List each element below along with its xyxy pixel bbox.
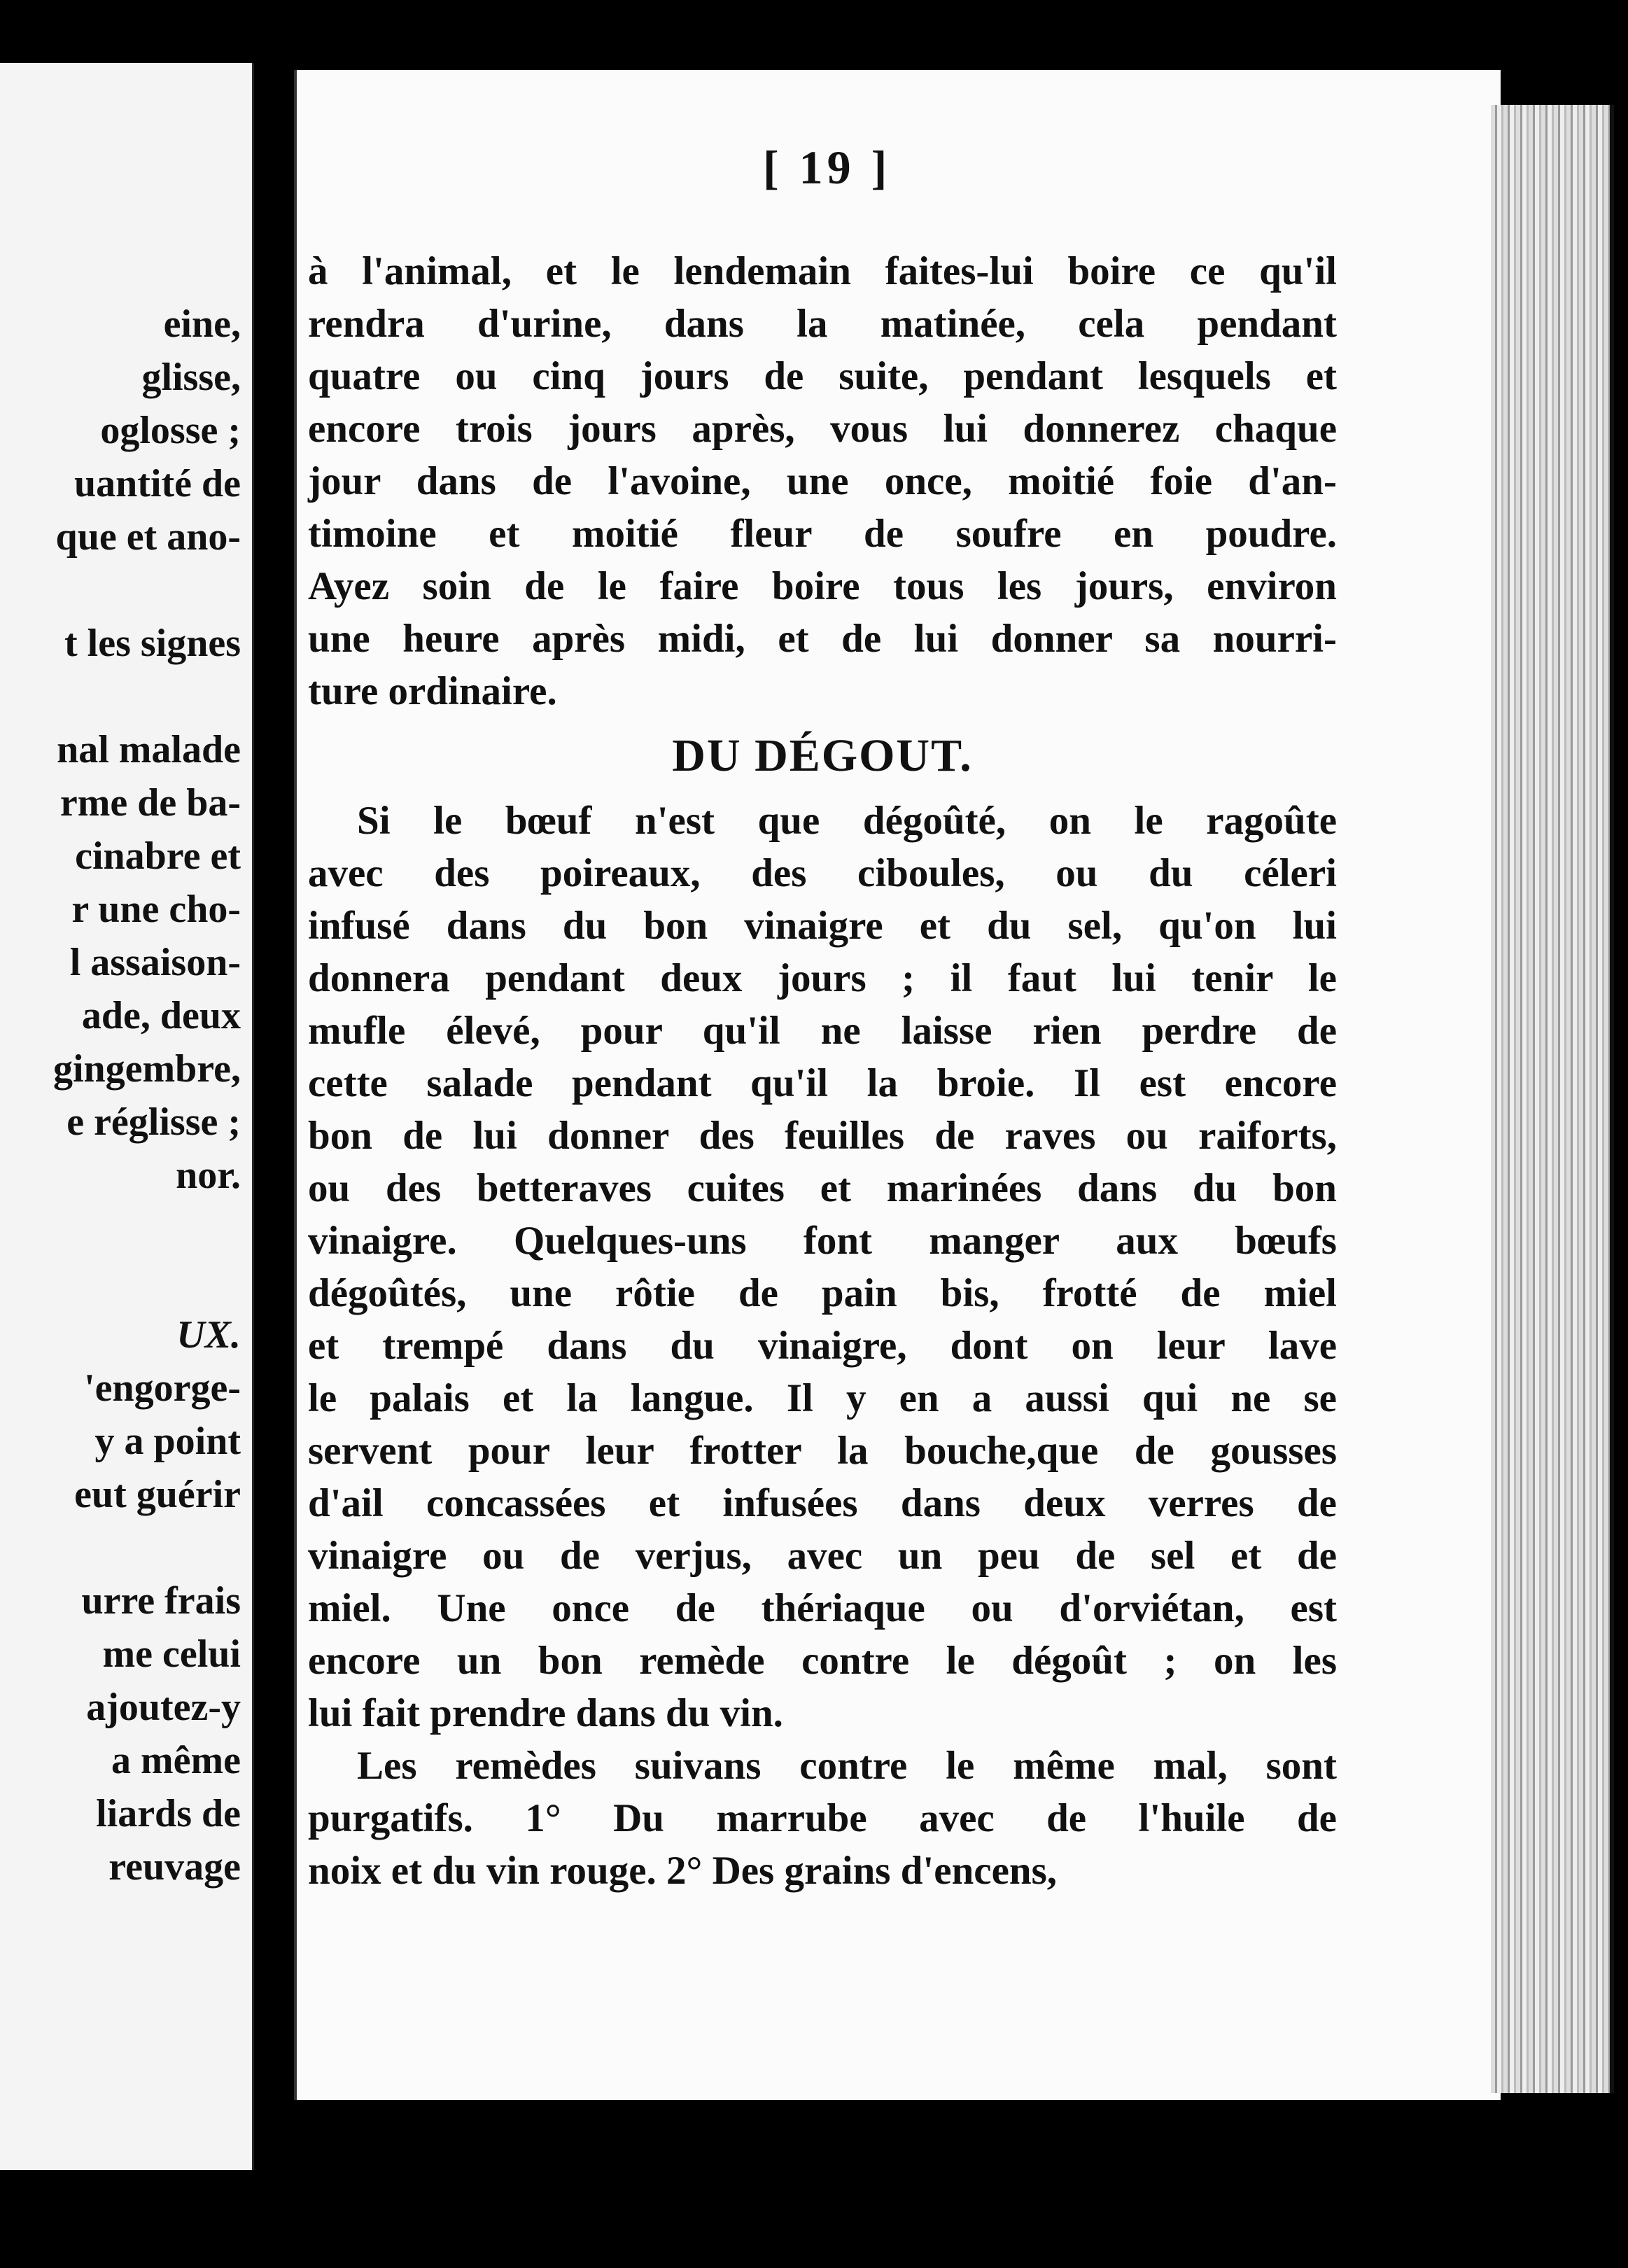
text-line: miel. Une once de thériaque ou d'orviétan, est (308, 1586, 1337, 1630)
previous-page-line: UX. (176, 1313, 241, 1357)
previous-page-line: ajoutez-y (86, 1686, 241, 1729)
text-line: noix et du vin rouge. 2° Des grains d'encens, (308, 1849, 1058, 1893)
text-line: Ayez soin de le faire boire tous les jours, environ (308, 564, 1337, 608)
previous-page-line: nor. (176, 1154, 241, 1197)
previous-page-line: r une cho- (71, 888, 241, 931)
paragraph-remedes (308, 1740, 1337, 1897)
previous-page-line: que et ano- (55, 515, 241, 559)
previous-page-line: a même (111, 1739, 241, 1782)
text-line: ture ordinaire. (308, 669, 557, 713)
text-line: et trempé dans du vinaigre, dont on leur lave (308, 1324, 1337, 1368)
previous-page-line: nal malade (57, 728, 241, 771)
previous-page-line: 'engorge- (84, 1366, 241, 1410)
text-line: le palais et la langue. Il y en a aussi qui ne se (308, 1376, 1337, 1420)
text-line: ou des betteraves cuites et marinées dans du bon (308, 1166, 1337, 1210)
text-line: cette salade pendant qu'il la broie. Il est encore (308, 1061, 1337, 1105)
text-line: encore un bon remède contre le dégoût ; on les (308, 1639, 1337, 1683)
text-line: Si le bœuf n'est que dégoûté, on le ragoûte (357, 799, 1337, 843)
previous-page-line: uantité de (74, 462, 241, 505)
previous-page-line: t les signes (64, 622, 241, 665)
text-line: avec des poireaux, des ciboules, ou du céleri (308, 851, 1337, 895)
previous-page-line: me celui (102, 1632, 241, 1676)
previous-page-line: ade, deux (81, 994, 241, 1037)
previous-page-line (53, 1202, 241, 1255)
page-number: [ 19 ] (763, 141, 892, 194)
text-line: vinaigre. Quelques-uns font manger aux bœufs (308, 1219, 1337, 1263)
previous-page-line: y a point (94, 1420, 241, 1463)
text-line: une heure après midi, et de lui donner sa nourri- (308, 617, 1337, 661)
previous-page-line (53, 1255, 241, 1308)
text-line: bon de lui donner des feuilles de raves ou raiforts, (308, 1114, 1337, 1158)
text-line: donnera pendant deux jours ; il faut lui tenir le (308, 956, 1337, 1000)
previous-page (0, 63, 254, 2170)
text-line: encore trois jours après, vous lui donnerez chaque (308, 407, 1337, 451)
previous-page-line: rme de ba- (59, 781, 241, 825)
text-line: d'ail concassées et infusées dans deux verres de (308, 1481, 1337, 1525)
text-line: timoine et moitié fleur de soufre en poudre. (308, 512, 1337, 556)
text-line: mufle élevé, pour qu'il ne laisse rien perdre de (308, 1009, 1337, 1053)
text-line: dégoûtés, une rôtie de pain bis, frotté de miel (308, 1271, 1337, 1315)
text-line: quatre ou cinq jours de suite, pendant lesquels et (308, 354, 1337, 398)
previous-page-line (53, 670, 241, 723)
text-line: Les remèdes suivans contre le même mal, sont (357, 1744, 1337, 1788)
text-line: infusé dans du bon vinaigre et du sel, qu'on lui (308, 904, 1337, 948)
previous-page-line: eine, (163, 302, 241, 346)
previous-page-line: l assaison- (69, 941, 241, 984)
previous-page-line: e réglisse ; (66, 1100, 241, 1144)
page-body (308, 245, 1337, 1897)
paragraph-degout (308, 794, 1337, 1740)
paragraph-continuation (308, 245, 1337, 718)
previous-page-text (53, 298, 241, 1893)
previous-page-line: urre frais (81, 1579, 241, 1623)
text-line: vinaigre ou de verjus, avec un peu de sel et de (308, 1534, 1337, 1578)
text-line: servent pour leur frotter la bouche,que de gousses (308, 1429, 1337, 1473)
section-heading: DU DÉGOUT. (672, 730, 973, 781)
previous-page-line: oglosse ; (100, 409, 241, 452)
previous-page-line: reuvage (108, 1845, 241, 1889)
text-line: jour dans de l'avoine, une once, moitié foie d'an- (308, 459, 1337, 503)
previous-page-line: glisse, (141, 356, 241, 399)
previous-page-line: eut guérir (74, 1473, 241, 1516)
text-line: rendra d'urine, dans la matinée, cela pendant (308, 302, 1337, 346)
previous-page-line: liards de (96, 1792, 241, 1835)
text-line: purgatifs. 1° Du marrube avec de l'huile de (308, 1796, 1337, 1840)
previous-page-line (53, 564, 241, 617)
previous-page-line (53, 1521, 241, 1574)
previous-page-line: gingembre, (52, 1047, 241, 1091)
page-edges (1491, 105, 1614, 2093)
text-line: lui fait prendre dans du vin. (308, 1691, 783, 1735)
previous-page-line: cinabre et (75, 834, 241, 878)
text-line: à l'animal, et le lendemain faites-lui boire ce qu'il (308, 249, 1337, 293)
